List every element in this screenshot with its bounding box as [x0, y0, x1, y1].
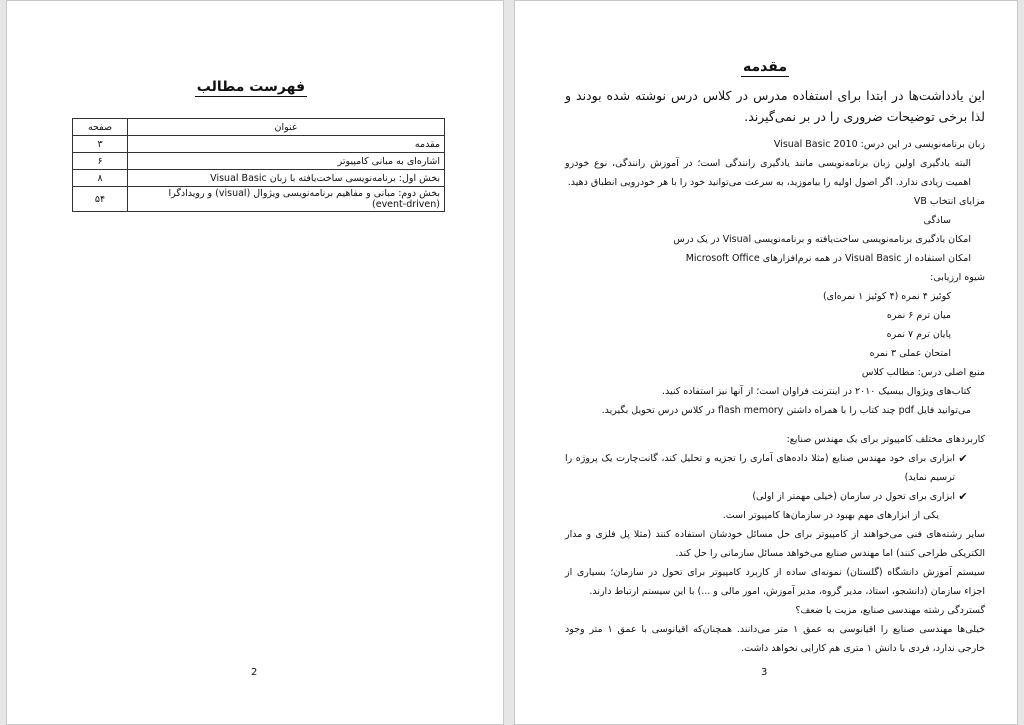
evaluation-title: شیوه ارزیابی: [930, 272, 985, 283]
source-title: منبع اصلی درس: مطالب کلاس [861, 367, 985, 378]
toc-row-title: بخش دوم: مبانی و مفاهیم برنامه‌نویسی ویژوال (visual) و رویدادگرا (event-driven) [128, 187, 445, 212]
toc-row-title: بخش اول: برنامه‌نویسی ساخت‌یافته با زبان Visual Basic [128, 170, 445, 187]
apps-item-text: ابزاری برای تحول در سازمان (خیلی مهمتر از اولی) [752, 491, 955, 502]
check-mark-icon: ✔ [958, 490, 968, 503]
intro-paragraph: این یادداشت‌ها در ابتدا برای استفاده مدرس در کلاس درس نوشته شده بودند و لذا برخی توضیحات ضروری را در بر نمی‌گیرند. [565, 88, 985, 124]
apps-title: کاربردهای مختلف کامپیوتر برای یک مهندس صنایع: [786, 434, 985, 445]
spacer [565, 420, 985, 430]
ocean-paragraph: خیلی‌ها مهندسی صنایع را اقیانوسی به عمق ۱ متر می‌دانند. همچنان‌که اقیانوسی با عمق ۱ متر وجود خارجی ندارد، فردی با دانش ۱ متری هم کارایی نخواهد داشت. [565, 624, 985, 654]
source-item: کتاب‌های ویژوال بیسیک ۲۰۱۰ در اینترنت فراوان است؛ از آنها نیز استفاده کنید. [662, 386, 971, 397]
advantages-title: مزایای انتخاب VB [913, 196, 985, 207]
toc-table [72, 118, 445, 212]
toc-header-page: صفحه [73, 119, 128, 136]
evaluation-item: پایان ترم ۷ نمره [886, 329, 951, 340]
breadth-question: گستردگی رشته مهندسی صنایع، مزیت یا ضعف؟ [795, 605, 985, 616]
page-left [6, 0, 504, 725]
advantage-item: امکان یادگیری برنامه‌نویسی ساخت‌یافته و برنامه‌نویسی Visual در یک درس [673, 234, 971, 245]
toc-row-title: مقدمه [128, 136, 445, 153]
table-row [73, 170, 445, 187]
page-number: 3 [761, 667, 768, 678]
toc-header-row [73, 119, 445, 136]
list-item [565, 487, 985, 506]
evaluation-item: میان ترم ۶ نمره [886, 310, 951, 321]
evaluation-item: کوئیز ۴ نمره (۴ کوئیز ۱ نمره‌ای) [822, 291, 951, 302]
toc-row-page: ۳ [73, 136, 128, 153]
advantage-item: امکان استفاده از Visual Basic در همه نرم‌افزارهای Microsoft Office [685, 253, 971, 264]
source-item: می‌توانید فایل pdf چند کتاب را با همراه داشتن flash memory در کلاس درس تحویل بگیرید. [601, 405, 971, 416]
apps-note: یکی از ابزارهای مهم بهبود در سازمان‌ها کامپیوتر است. [722, 510, 939, 521]
list-item [565, 449, 985, 487]
apps-item-text: ابزاری برای خود مهندس صنایع (مثلا داده‌های آماری را تجزیه و تحلیل کند، گانت‌چارت یک پروژه را ترسیم نماید) [565, 453, 955, 483]
table-row [73, 153, 445, 170]
table-row [73, 136, 445, 153]
toc-row-title: اشاره‌ای به مبانی کامپیوتر [128, 153, 445, 170]
toc-header-title: عنوان [128, 119, 445, 136]
check-mark-icon: ✔ [958, 452, 968, 465]
other-fields-paragraph: سایر رشته‌های فنی می‌خواهند از کامپیوتر برای حل مسائل خودشان استفاده کنند (مثلا پل فلزی و مدار الکتریکی طراحی کنند) اما مهندس صنایع می‌خواهد مسائل سازمانی را حل کند. [565, 529, 985, 559]
evaluation-item: امتحان عملی ۳ نمره [869, 348, 951, 359]
toc-row-page: ۶ [73, 153, 128, 170]
learning-note: البته یادگیری اولین زبان برنامه‌نویسی مانند یادگیری رانندگی است؛ در آموزش رانندگی، نوع خودرو اهمیت زیادی ندارد. اگر اصول اولیه را بیاموزید، به سرعت می‌توانید خود را با هر خودرویی انطباق دهید. [565, 158, 971, 188]
content-body [565, 135, 985, 658]
advantage-item: سادگی [923, 215, 951, 226]
section-heading: مقدمه [743, 59, 787, 75]
page-number: 2 [251, 667, 258, 678]
table-row [73, 187, 445, 212]
toc-title: فهرست مطالب [196, 79, 305, 95]
university-system-paragraph: سیستم آموزش دانشگاه (گلستان) نمونه‌ای ساده از کاربرد کامپیوتر برای تحول در سازمان؛ بسیاری از اجزاء سازمان (دانشجو، استاد، مدیر گروه، مدیر آموزش، امور مالی و ...) با این سیستم ارتباط دارند. [565, 567, 985, 597]
toc-row-page: ۵۴ [73, 187, 128, 212]
page-right [514, 0, 1018, 725]
language-line: زبان برنامه‌نویسی در این درس: Visual Basic 2010 [773, 139, 985, 150]
toc-row-page: ۸ [73, 170, 128, 187]
